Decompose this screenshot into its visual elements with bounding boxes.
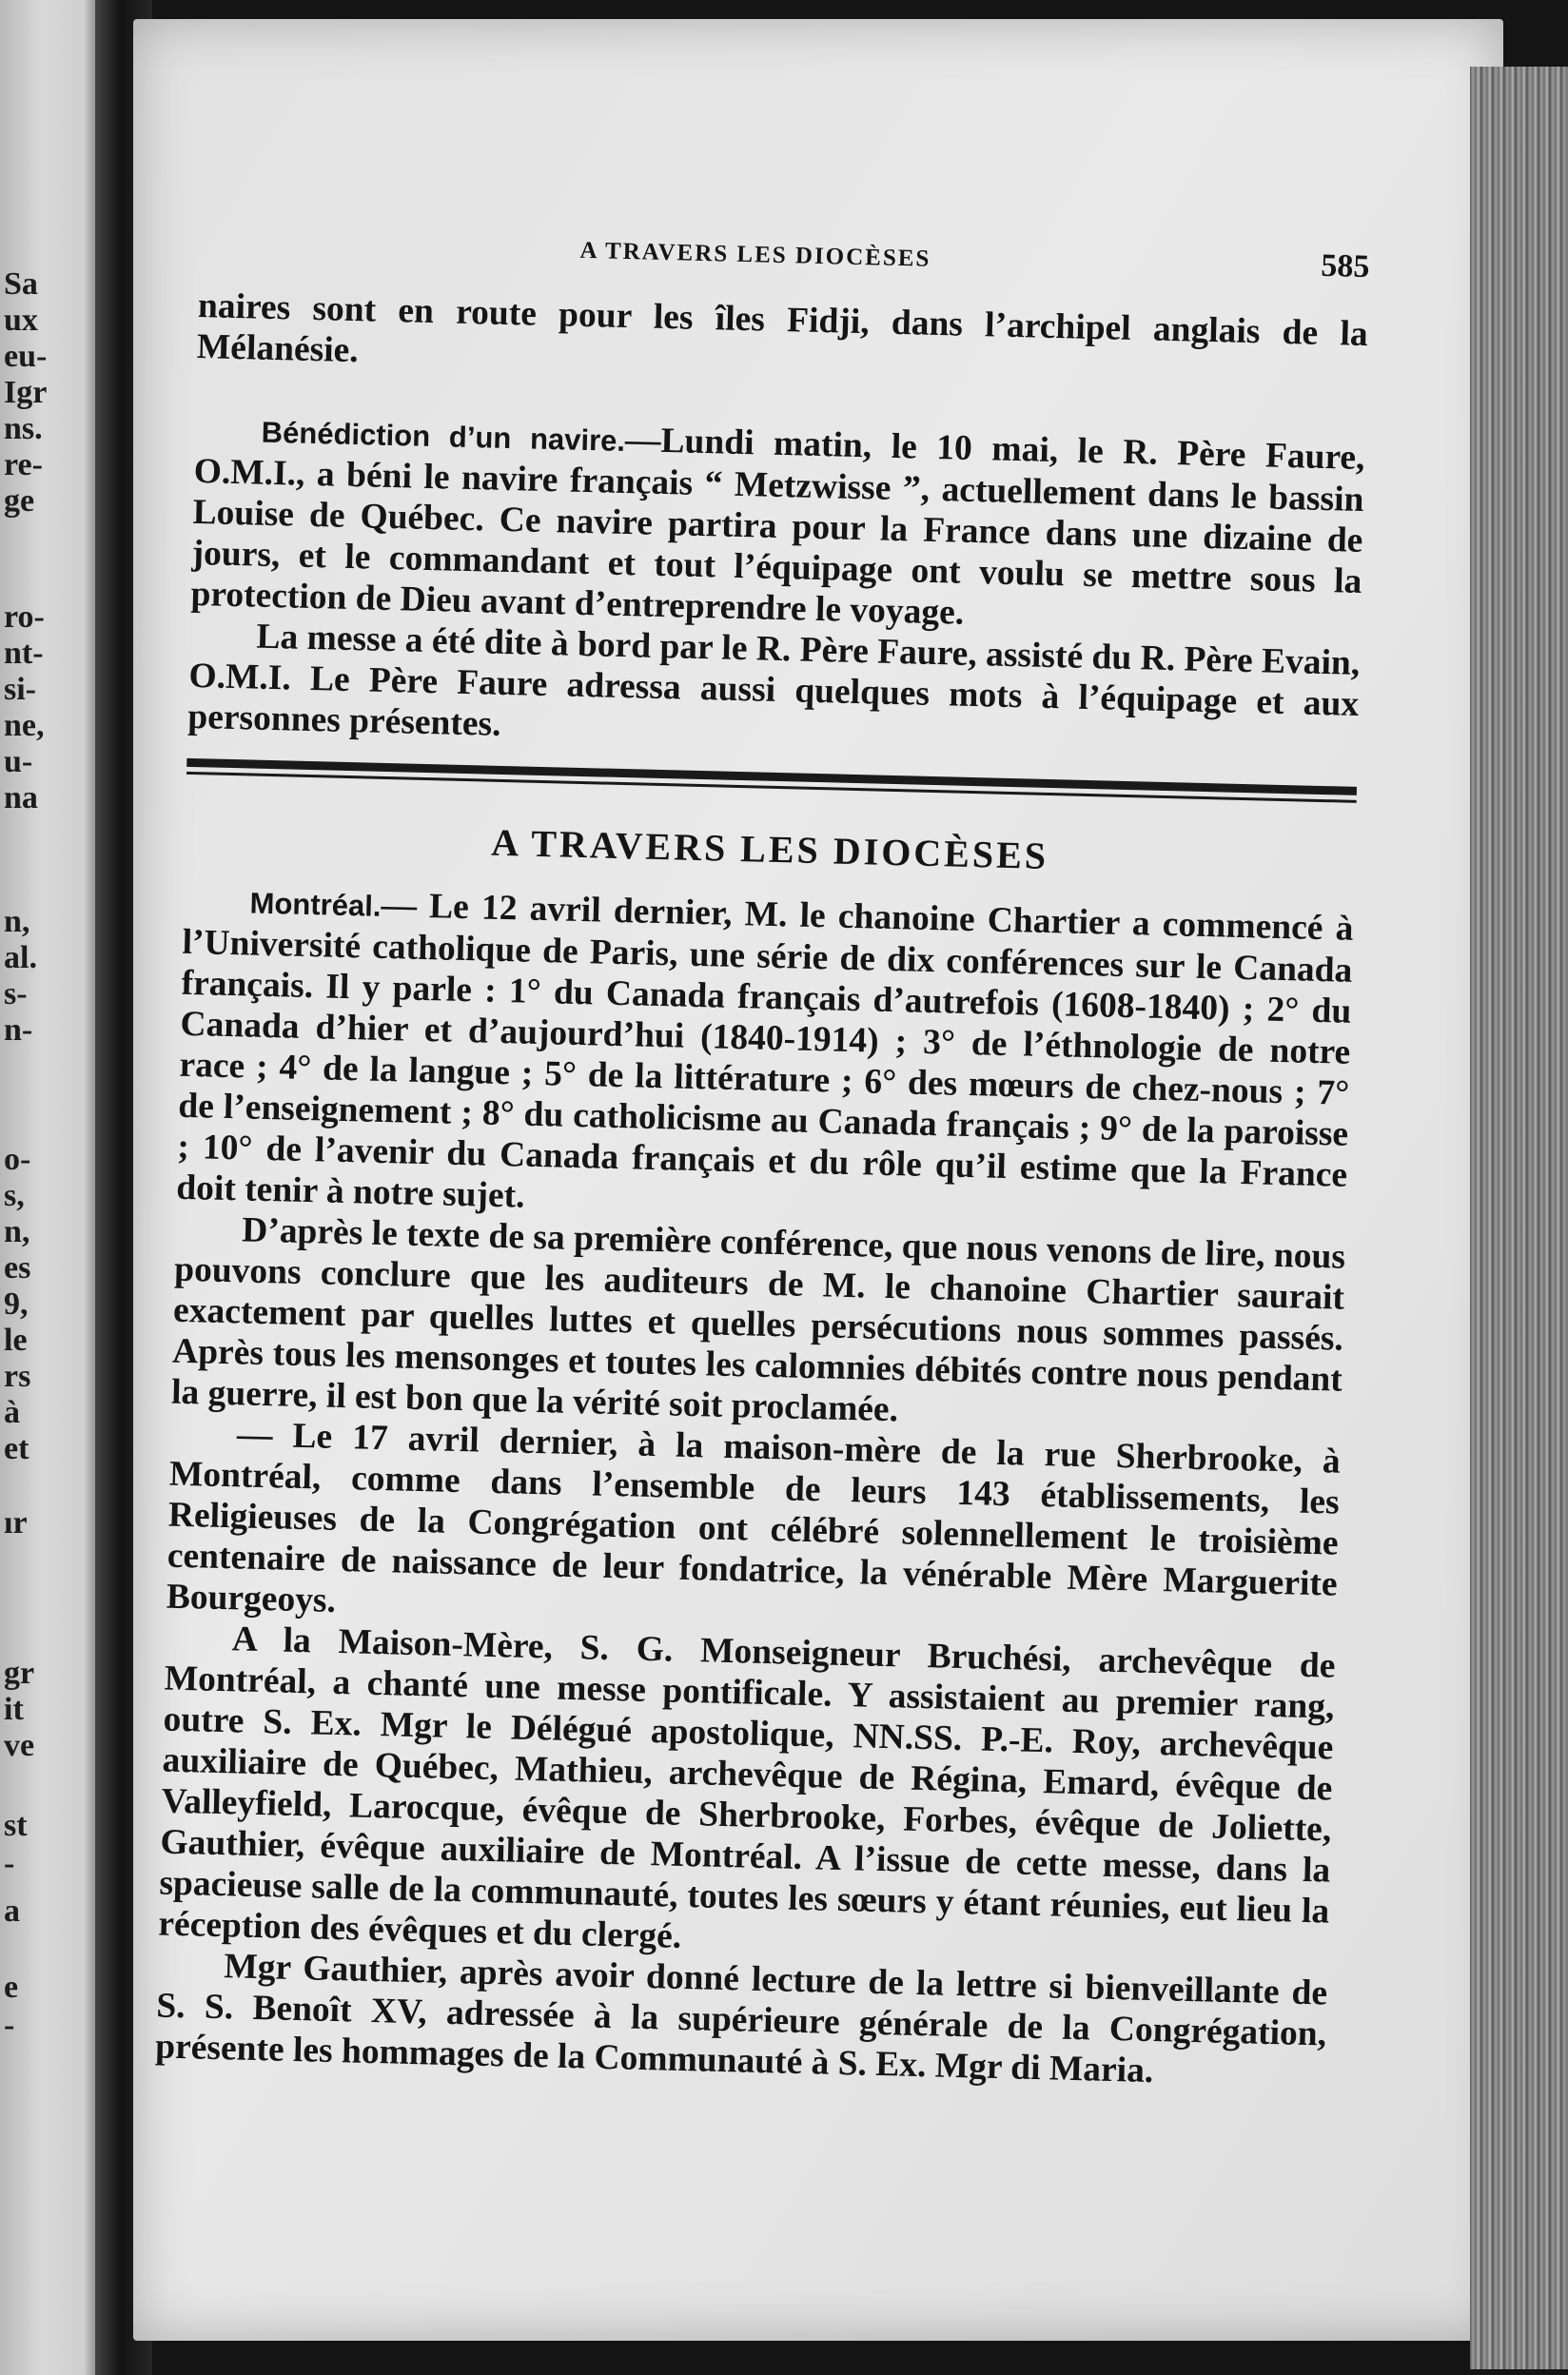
dapres-paragraph: D’après le texte de sa première conférence, que nous venons de lire, nous pouvons conclure que les auditeurs de M. le chanoine Chartier saurait exactement par quelles luttes et quelles persécutions nous sommes passés. Après tous les mensonges et toutes les calomnies débités contre nous pendant la guerre, il est bon que la vérité soit proclamée. xyxy=(170,1210,1346,1430)
facing-page-fragment: s, xyxy=(4,1178,25,1213)
facing-page-fragment: à xyxy=(4,1395,20,1430)
facing-page-fragment: s- xyxy=(4,976,28,1011)
facing-page-fragment: le xyxy=(4,1323,28,1358)
facing-page-fragment: ve xyxy=(4,1728,35,1763)
gauthier-paragraph: Mgr Gauthier, après avoir donné lecture de la lettre si bienveillante de S. S. Benoît XV, adressée à la supérieure générale de la Congrégation, présente les hommages de la Communauté à S. Ex. Mgr di Maria. xyxy=(154,1947,1328,2091)
facing-page-fragment: nt- xyxy=(4,636,44,671)
facing-page-fragment: si- xyxy=(4,672,36,707)
facing-page-fragment: n, xyxy=(4,1214,30,1249)
facing-page-fragment: ır xyxy=(4,1505,28,1541)
facing-page-fragment: Sa xyxy=(4,266,38,302)
facing-page-fragment: 9, xyxy=(4,1286,29,1322)
facing-page-fragment: n, xyxy=(4,904,30,939)
facing-page-fragment: re- xyxy=(4,447,43,482)
facing-page-fragment: ns. xyxy=(4,411,43,446)
facing-page-fragment: es xyxy=(4,1250,31,1286)
benediction-paragraph xyxy=(190,409,1365,643)
facing-page-fragment: o- xyxy=(4,1142,31,1177)
facing-page-fragment: al. xyxy=(4,940,37,975)
facing-page-fragment: ge xyxy=(4,483,35,519)
facing-page-fragment: it xyxy=(4,1692,24,1727)
facing-page-fragment: a xyxy=(4,1894,20,1929)
facing-page-fragment: st xyxy=(4,1808,28,1843)
facing-page-fragment: eu- xyxy=(4,339,48,374)
centenary-paragraph: — Le 17 avril dernier, à la maison-mère de la rue Sherbrooke, à Montréal, comme dans l’ensemble de leurs 143 établissements, les Religieuses de la Congrégation ont célébré solennellement le troisième centenaire de naissance de leur fondatrice, la vénérable Mère Marguerite Bourgeoys. xyxy=(166,1415,1342,1620)
section-title: A TRAVERS LES DIOCÈSES xyxy=(490,820,1049,877)
facing-page-fragment: rs xyxy=(4,1359,31,1394)
continuation-paragraph: naires sont en route pour les îles Fidji, dans l’archipel anglais de la Mélanésie. xyxy=(196,285,1369,371)
facing-page-fragment: e xyxy=(4,1970,19,2005)
running-title: A TRAVERS LES DIOCÈSES xyxy=(579,237,931,272)
messe-paragraph: La messe a été dite à bord par le R. Père Faure, assisté du R. Père Evain, O.M.I. Le Père Faure adressa aussi quelques mots à l’équipage et aux personnes présentes. xyxy=(186,617,1361,744)
page-text-block xyxy=(155,228,1370,2095)
maison-mere-paragraph: A la Maison-Mère, S. G. Monseigneur Bruchési, archevêque de Montréal, a chanté une messe pontificale. Y assistaient au premier rang, outre S. Ex. Mgr le Délégué apostolique, NN.SS. P.-E. Roy, archevêque auxiliaire de Québec, Mathieu, archevêque de Régina, Emard, évêque de Valleyfield, Larocque, évêque de Sherbrooke, Forbes, évêque de Joliette, Gauthier, évêque auxiliaire de Montréal. A l’issue de cette messe, dans la spacieuse salle de la communauté, toutes les sœurs y étant réunies, eut lieu la réception des évêques et du clergé. xyxy=(157,1619,1336,1956)
montreal-paragraph xyxy=(176,880,1354,1237)
facing-page-edge xyxy=(0,0,105,2375)
facing-page-fragment: Igr xyxy=(4,375,48,410)
page-block-edges xyxy=(1470,67,1568,2369)
montreal-text: — Le 12 avril dernier, M. le chanoine Chartier a commencé à l’Université catholique de Paris, une série de dix conférences sur le Canada français. Il y parle : 1° du Canada français d’autrefois (1608-1840) ; 2° du Canada d’hier et d’aujourd’hui (1840-1914) ; 3° de l’éthnologie de notre race ; 4° de la langue ; 5° de la littérature ; 6° des mœurs de chez-nous ; 7° de l’enseignement ; 8° du catholicisme au Canada français ; 9° de la paroisse ; 10° de l’avenir du Canada français et du rôle qu’il estime que la France doit tenir à notre sujet. xyxy=(175,885,1354,1216)
montreal-heading: Montréal. xyxy=(249,886,382,923)
facing-page-fragment: ux xyxy=(4,303,38,338)
facing-page-fragment: u- xyxy=(4,744,33,779)
facing-page-fragment: ro- xyxy=(4,599,45,635)
benediction-heading: Bénédiction d’un navire. xyxy=(261,415,626,458)
benediction-text: —Lundi matin, le 10 mai, le R. Père Faure, O.M.I., a béni le navire français “ Metzwisse ”, actuellement dans le bassin Louise de Québec. Ce navire partira pour la France dans une dizaine de jours, et le commandant et tout l’équipage ont voulu se mettre sous la protection de Dieu avant d’entreprendre le voyage. xyxy=(190,420,1365,633)
facing-page-fragment: na xyxy=(4,780,38,815)
facing-page-fragment: et xyxy=(4,1431,29,1466)
facing-page-fragment: - xyxy=(4,2008,15,2043)
facing-page-fragment: ne, xyxy=(4,708,45,743)
facing-page-fragment: - xyxy=(4,1846,15,1881)
facing-page-fragment: n- xyxy=(4,1012,33,1048)
page-number: 585 xyxy=(1320,247,1370,285)
facing-page-fragment: gr xyxy=(4,1656,35,1691)
